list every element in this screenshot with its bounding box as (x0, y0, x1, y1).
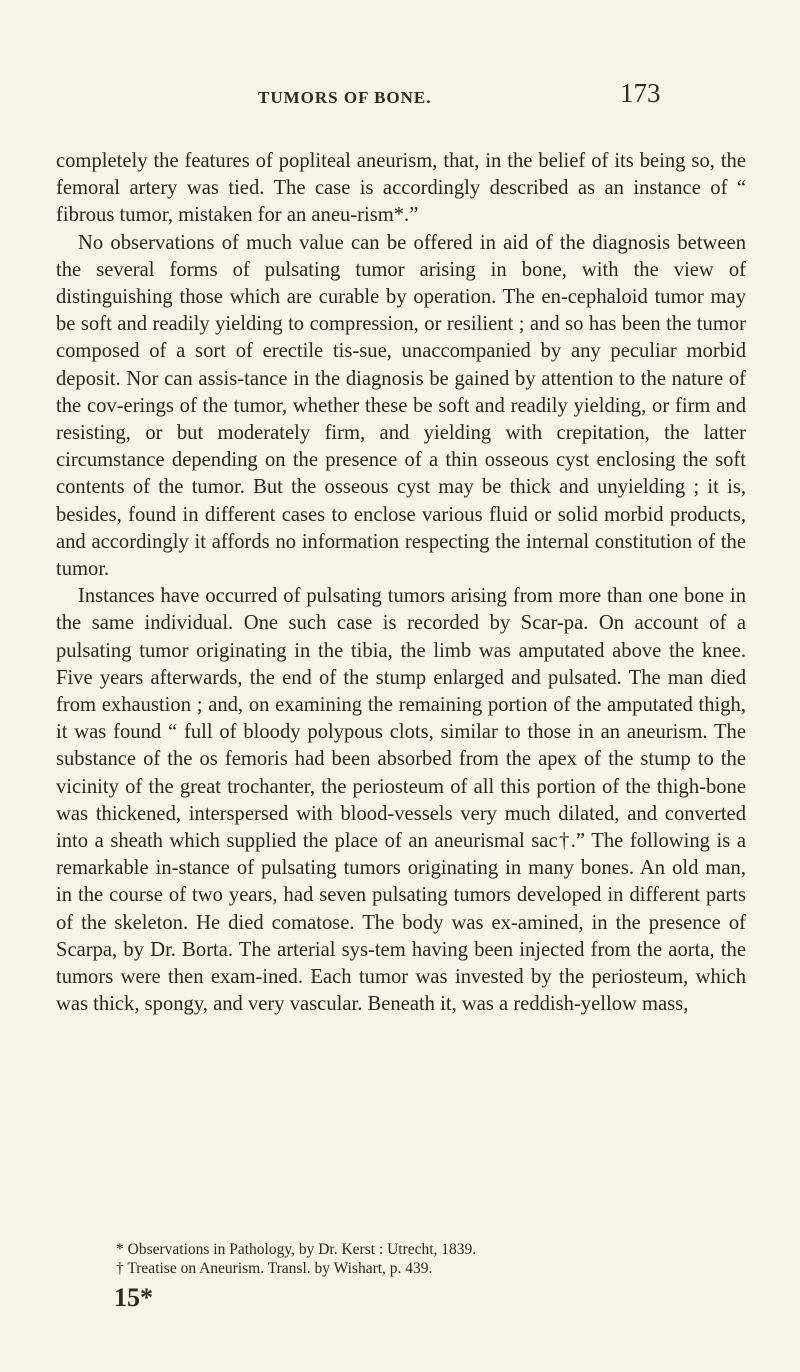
signature-mark: 15* (114, 1283, 153, 1312)
footnotes (116, 1240, 756, 1278)
paragraph-diagnosis: No observations of much value can be offered in aid of the diagnosis between the several forms of pulsating tumor arising in bone, with the view of distinguishing those which are curable by operation. The en-cephaloid tumor may be soft and readily yielding to compression, or resilient ; and so has been the tumor composed of a sort of erectile tis-sue, unaccompanied by any peculiar morbid deposit. Nor can assis-tance in the diagnosis be gained by attention to the nature of the cov-erings of the tumor, whether these be soft and readily yielding, or firm and resisting, or but moderately firm, and yielding with crepitation, the latter circumstance depending on the presence of a thin osseous cyst enclosing the soft contents of the tumor. But the osseous cyst may be thick and unyielding ; it is, besides, found in different cases to enclose various fluid or solid morbid products, and accordingly it affords no information respecting the internal constitution of the tumor. (56, 231, 746, 581)
paragraph-instances: Instances have occurred of pulsating tumors arising from more than one bone in the same individual. One such case is recorded by Scar-pa. On account of a pulsating tumor originating in the tibia, the limb was amputated above the knee. Five years afterwards, the end of the stump enlarged and pulsated. The man died from exhaustion ; and, on examining the remaining portion of the amputated thigh, it was found “ full of bloody polypous clots, similar to those in an aneurism. The substance of the os femoris had been absorbed from the apex of the stump to the vicinity of the great trochanter, the periosteum of all this portion of the thigh-bone was thickened, interspersed with blood-vessels very much dilated, and converted into a sheath which supplied the place of an aneurismal sac†.” The following is a remarkable in-stance of pulsating tumors originating in many bones. An old man, in the course of two years, had seven pulsating tumors developed in different parts of the skeleton. He died comatose. The body was ex-amined, in the presence of Scarpa, by Dr. Borta. The arterial sys-tem having been injected from the aorta, the tumors were then exam-ined. Each tumor was invested by the periosteum, which was thick, spongy, and very vascular. Beneath it, was a reddish-yellow mass, (56, 585, 746, 1016)
footnote-2: † Treatise on Aneurism. Transl. by Wishart, p. 439. (116, 1260, 433, 1277)
running-head: TUMORS OF BONE. (258, 88, 432, 107)
paragraph-continuation: completely the features of popliteal aneurism, that, in the belief of its being so, the femoral artery was tied. The case is accordingly described as an instance of “ fibrous tumor, mistaken for an aneu-rism*.” (56, 150, 746, 227)
page-number: 173 (620, 78, 661, 108)
body-text (56, 148, 746, 1019)
footnote-1: * Observations in Pathology, by Dr. Kerst : Utrecht, 1839. (116, 1241, 477, 1258)
